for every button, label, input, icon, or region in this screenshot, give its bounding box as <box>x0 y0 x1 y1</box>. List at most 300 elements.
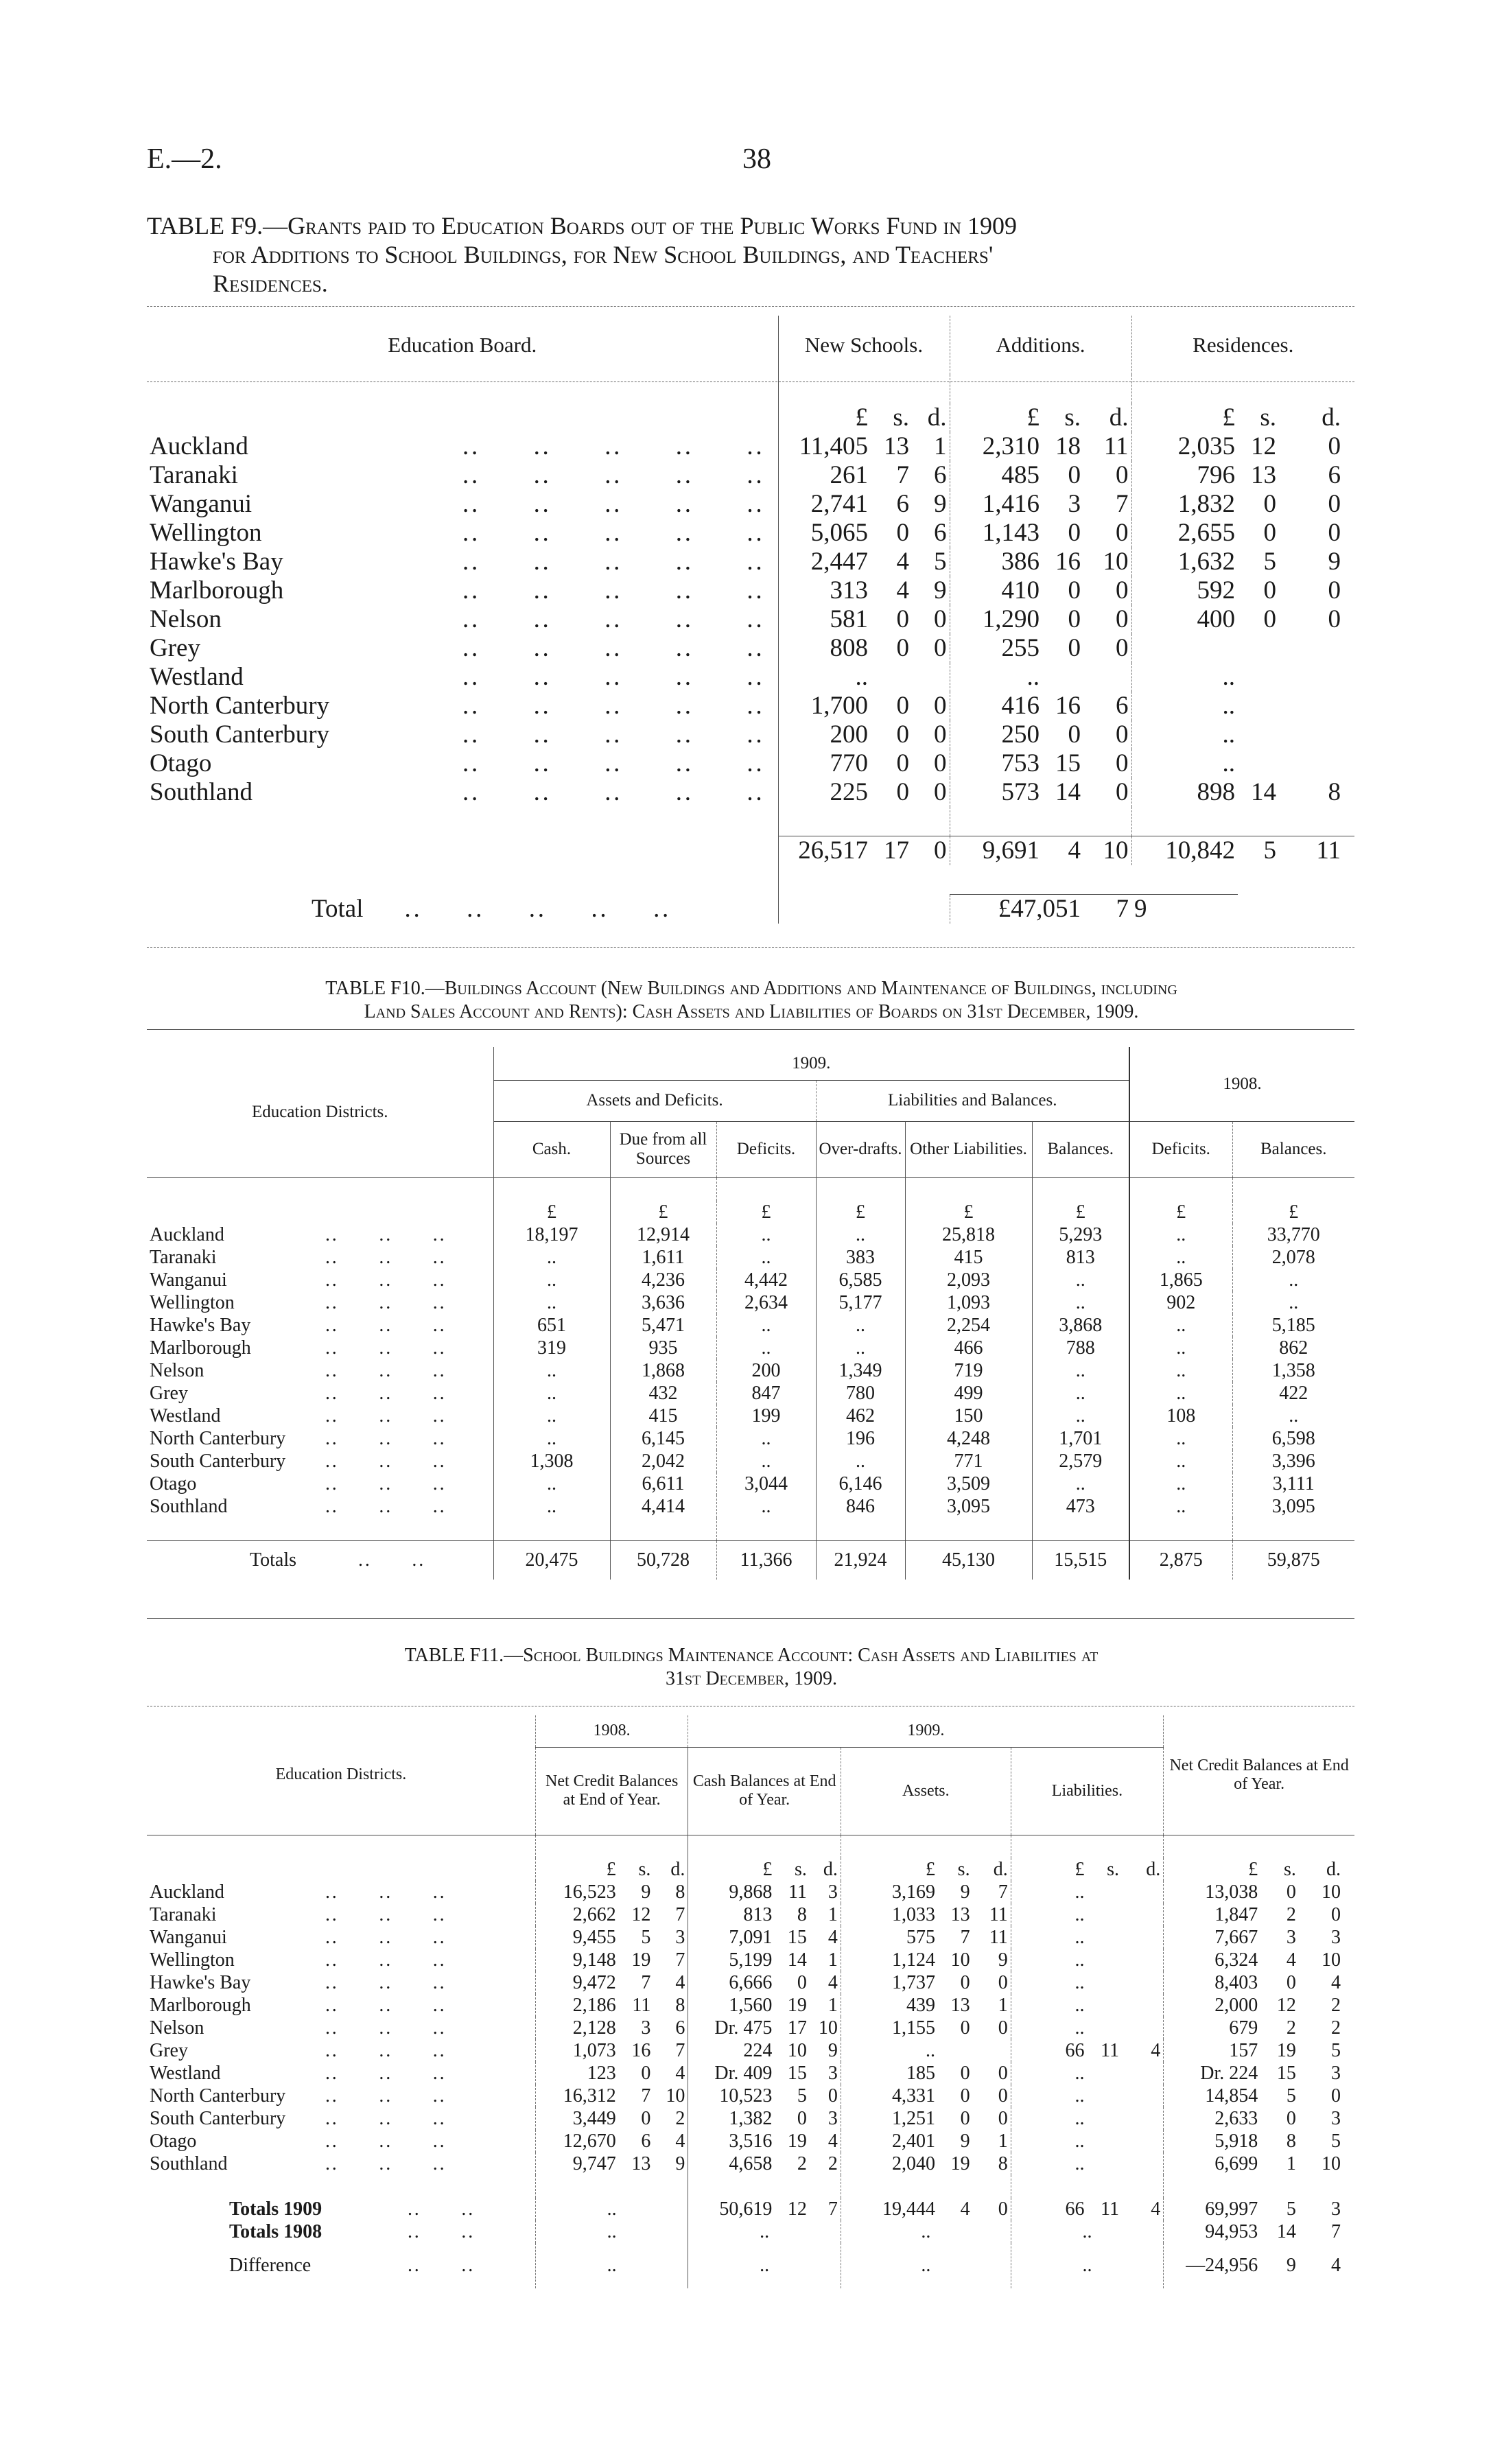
f10-cell: 1,093 <box>905 1291 1032 1314</box>
f10-unit: £ <box>1032 1201 1129 1223</box>
f9-cell: 2,741 <box>778 490 871 519</box>
f10-cell: .. <box>1232 1291 1354 1314</box>
f9-cell: 0 <box>1328 519 1341 547</box>
f11-cell: 5 <box>1331 2130 1341 2152</box>
f11-cell: .. <box>1011 2130 1087 2152</box>
f11-district-name: Marlborough <box>150 1994 251 2016</box>
f11-total-cell: 4 <box>1151 2198 1161 2220</box>
f11-total-cell: 3 <box>1331 2198 1341 2220</box>
f11-unit: d. <box>1326 1858 1341 1880</box>
f11-total-cell: 50,619 <box>688 2198 775 2220</box>
f10-cell: .. <box>493 1246 610 1269</box>
f10-total-cell: 20,475 <box>493 1541 610 1580</box>
f9-cell: 0 <box>1068 519 1081 547</box>
f11-cell: 7 <box>641 1971 651 1993</box>
f10-units-row <box>147 1201 1354 1223</box>
f10-cell: .. <box>1129 1223 1232 1246</box>
f9-cell: 0 <box>934 749 947 777</box>
f10-header-1908: 1908. <box>1129 1047 1354 1121</box>
f11-header-liab: Liabilities. <box>1011 1747 1164 1835</box>
f9-cell: 0 <box>912 836 950 866</box>
f11-cell <box>1087 2152 1122 2175</box>
f9-cell: 0 <box>896 778 909 806</box>
f11-cell: 6 <box>675 2017 685 2039</box>
f9-title-line3: Residences. <box>213 270 328 297</box>
f11-cell: 1 <box>827 1994 838 2016</box>
f11-cell: 4 <box>827 2130 838 2152</box>
f11-row: Marlborough .. .. .. 2,186 11 8 1,560 19 1 439 13 1 .. 2,000 12 2 <box>147 1994 1354 2017</box>
f11-unit: s. <box>1284 1858 1296 1880</box>
f10-totals-label: Totals <box>250 1549 297 1571</box>
f9-cell: 18 <box>1055 432 1081 460</box>
f10-cell: 846 <box>816 1495 905 1518</box>
f9-cell <box>1279 692 1354 720</box>
f10-district-name: South Canterbury <box>150 1450 286 1472</box>
f11-cell: 11 <box>989 1926 1008 1948</box>
f10-cell: .. <box>1032 1269 1129 1291</box>
f11-cell: 0 <box>1286 2107 1296 2129</box>
f11-cell: 6,324 <box>1164 1949 1261 1971</box>
f11-cell: 2 <box>1286 1903 1296 1925</box>
f11-total-cell: 94,953 <box>1164 2220 1261 2243</box>
f11-row: Nelson .. .. .. 2,128 3 6 Dr. 475 17 10 1,155 0 0 .. 679 2 2 <box>147 2017 1354 2039</box>
f11-cell: 0 <box>998 2107 1008 2129</box>
f9-cell: 16 <box>1055 548 1081 576</box>
f9-cell: 581 <box>778 605 871 634</box>
f9-cell: 0 <box>1263 519 1276 547</box>
f9-cell: 0 <box>896 605 909 633</box>
f11-unit: £ <box>1164 1858 1261 1881</box>
f11-cell: .. <box>1011 2017 1087 2039</box>
f10-cell: 5,177 <box>816 1291 905 1314</box>
f9-cell: 485 <box>950 461 1042 490</box>
f11-cell <box>1122 1881 1164 1903</box>
f11-totals1909-label: Totals 1909 <box>229 2198 322 2220</box>
f11-cell: 10 <box>818 2017 838 2039</box>
f11-unit: d. <box>993 1858 1008 1880</box>
f11-cell: 3,169 <box>841 1881 938 1903</box>
f11-cell: 6,666 <box>688 1971 775 1994</box>
f10-row: Otago .. .. .. .. 6,611 3,044 6,146 3,509 .. .. 3,111 <box>147 1472 1354 1495</box>
f9-cell: 0 <box>1328 432 1341 460</box>
f9-cell: 0 <box>934 720 947 749</box>
f11-cell: .. <box>1011 1971 1087 1994</box>
f11-cell: 5,918 <box>1164 2130 1261 2152</box>
f9-cell: .. <box>1131 720 1238 749</box>
f10-cell: 2,093 <box>905 1269 1032 1291</box>
f9-row: Auckland .. .. .. .. .. 11,405 13 1 2,310 18 11 2,035 12 0 <box>147 432 1354 461</box>
f11-cell: 0 <box>998 2017 1008 2039</box>
f11-cell: Dr. 224 <box>1164 2062 1261 2085</box>
f9-cell: 11 <box>1103 432 1129 460</box>
f10-district-name: Marlborough <box>150 1337 251 1359</box>
f10-cell: 3,095 <box>1232 1495 1354 1518</box>
f9-cell: 0 <box>1116 634 1129 662</box>
f11-cell <box>1087 2017 1122 2039</box>
f9-cell: 4 <box>1042 836 1083 866</box>
f11-district-name: Otago <box>150 2130 197 2152</box>
f10-header-deficits: Deficits. <box>716 1121 816 1177</box>
f9-cell: 10 <box>1083 836 1131 866</box>
f11-district-name: Southland <box>150 2152 228 2174</box>
f9-cell: 1,832 <box>1131 490 1238 519</box>
f11-district-name: Nelson <box>150 2017 204 2039</box>
f9-cell: 2,447 <box>778 548 871 576</box>
f9-cell: 8 <box>1328 778 1341 806</box>
f9-title <box>147 211 1354 298</box>
f9-cell: 13 <box>1251 461 1276 489</box>
f11-total-cell: 9 <box>1286 2255 1296 2276</box>
f11-cell: 15 <box>1276 2062 1296 2084</box>
f10-cell: 2,078 <box>1232 1246 1354 1269</box>
f10-cell: 788 <box>1032 1337 1129 1359</box>
f10-cell: 651 <box>493 1314 610 1337</box>
f9-row: Wellington .. .. .. .. .. 5,065 0 6 1,143 0 0 2,655 0 0 <box>147 519 1354 548</box>
f10-cell: 12,914 <box>610 1223 716 1246</box>
f11-cell <box>1122 2107 1164 2130</box>
f11-cell: 8 <box>675 1994 685 2016</box>
f11-cell: 3 <box>1331 1926 1341 1948</box>
f11-cell: 8 <box>797 1903 807 1925</box>
f9-title-line2: for Additions to School Buildings, for New School Buildings, and Teachers' <box>213 241 994 268</box>
f10-cell: 473 <box>1032 1495 1129 1518</box>
f9-cell: 796 <box>1131 461 1238 490</box>
f9-cell: 6 <box>896 490 909 518</box>
f11-cell: 16 <box>631 2039 651 2061</box>
f11-cell: 0 <box>1286 1881 1296 1903</box>
f10-cell: 3,868 <box>1032 1314 1129 1337</box>
f9-cell: 6 <box>1116 692 1129 720</box>
f10-title <box>158 977 1345 1024</box>
f10-row: Taranaki .. .. .. .. 1,611 .. 383 415 813 .. 2,078 <box>147 1246 1354 1269</box>
f9-board-name: Wellington <box>150 519 262 547</box>
f9-cell: 11,405 <box>778 432 871 461</box>
f10-cell: 200 <box>716 1359 816 1382</box>
f11-cell: 439 <box>841 1994 938 2017</box>
f11-row: South Canterbury .. .. .. 3,449 0 2 1,382 0 3 1,251 0 0 .. 2,633 0 3 <box>147 2107 1354 2130</box>
f10-row: Hawke's Bay .. .. .. 651 5,471 .. .. 2,254 3,868 .. 5,185 <box>147 1314 1354 1337</box>
f10-cell: 18,197 <box>493 1223 610 1246</box>
f9-header-new: New Schools. <box>778 316 950 375</box>
f11-cell: 17 <box>787 2017 807 2039</box>
f10-row: Westland .. .. .. .. 415 199 462 150 .. 108 .. <box>147 1405 1354 1427</box>
f11-cell: 0 <box>960 2017 970 2039</box>
f10-header-bal08: Balances. <box>1232 1121 1354 1177</box>
f9-board-name: Grey <box>150 634 200 662</box>
f10-cell: .. <box>493 1495 610 1518</box>
f11-cell: 10 <box>1322 1949 1341 1971</box>
f9-cell: 225 <box>778 778 871 807</box>
f9-total-label: Total <box>312 894 364 923</box>
f11-cell: 5 <box>797 2085 807 2107</box>
f11-cell: 9,148 <box>535 1949 618 1971</box>
f9-board-name: Marlborough <box>150 576 284 605</box>
f11-cell: 2 <box>1331 1994 1341 2016</box>
f11-header-netcredit: Net Credit Balances at End of Year. <box>535 1747 688 1835</box>
f9-total-row: Total .. .. .. .. .. £47,051 7 9 <box>147 895 1354 924</box>
f10-district-name: Auckland <box>150 1223 224 1245</box>
f10-row: Southland .. .. .. .. 4,414 .. 846 3,095 473 .. 3,095 <box>147 1495 1354 1518</box>
f11-cell: 0 <box>960 1971 970 1993</box>
f9-board-name: Taranaki <box>150 461 238 489</box>
f11-cell: 13,038 <box>1164 1881 1261 1903</box>
f9-cell: 1,416 <box>950 490 1042 519</box>
f11-cell: 0 <box>641 2107 651 2129</box>
f10-row: North Canterbury .. .. .. .. 6,145 .. 196 4,248 1,701 .. 6,598 <box>147 1427 1354 1450</box>
f10-header-def08: Deficits. <box>1129 1121 1232 1177</box>
f9-row: Southland .. .. .. .. .. 225 0 0 573 14 0 898 14 8 <box>147 778 1354 807</box>
f10-cell: 4,442 <box>716 1269 816 1291</box>
f11-district-name: Auckland <box>150 1881 224 1903</box>
f11-total-cell: .. <box>688 2243 841 2288</box>
f11-cell: 12 <box>1276 1994 1296 2016</box>
f10-cell: 6,146 <box>816 1472 905 1495</box>
f11-cell: 5 <box>1286 2085 1296 2107</box>
f9-cell: 0 <box>1328 605 1341 633</box>
f11-cell: 2 <box>675 2107 685 2129</box>
f10-cell: 432 <box>610 1382 716 1405</box>
f9-cell: 0 <box>896 749 909 777</box>
f11-cell: 11 <box>989 1903 1008 1925</box>
f11-unit: s. <box>957 1858 970 1880</box>
f10-cell: .. <box>816 1223 905 1246</box>
f11-cell: 575 <box>841 1926 938 1949</box>
f9-cell: 0 <box>896 519 909 547</box>
f9-cell: 0 <box>896 634 909 662</box>
f10-cell: 4,414 <box>610 1495 716 1518</box>
f10-cell: 3,111 <box>1232 1472 1354 1495</box>
f9-board-name: Otago <box>150 749 212 777</box>
f11-cell: 1,033 <box>841 1903 938 1926</box>
f11-cell: 0 <box>998 2085 1008 2107</box>
f9-cell: 1,143 <box>950 519 1042 548</box>
f9-cell: 0 <box>934 634 947 662</box>
f9-cell: .. <box>1131 663 1238 692</box>
f11-cell: 10 <box>950 1949 970 1971</box>
f10-cell: .. <box>1032 1405 1129 1427</box>
f10-cell: 25,818 <box>905 1223 1032 1246</box>
f11-cell: 0 <box>960 2062 970 2084</box>
f11-cell: 7,091 <box>688 1926 775 1949</box>
f9-cell <box>1083 663 1131 692</box>
f9-cell: 12 <box>1251 432 1276 460</box>
f11-header-cashbal: Cash Balances at End of Year. <box>688 1747 841 1835</box>
f9-cell: 14 <box>1055 778 1081 806</box>
f11-cell: 14 <box>787 1949 807 1971</box>
f9-table <box>147 316 1354 924</box>
f11-cell: 3,516 <box>688 2130 775 2152</box>
f11-cell: 9,455 <box>535 1926 618 1949</box>
f9-cell: 808 <box>778 634 871 663</box>
f11-cell: 11 <box>788 1881 807 1903</box>
f11-district-name: South Canterbury <box>150 2107 286 2129</box>
f11-unit: s. <box>1107 1858 1120 1880</box>
f11-cell: 3 <box>675 1926 685 1948</box>
f11-cell: 10 <box>1322 1881 1341 1903</box>
f9-cell: .. <box>778 663 871 692</box>
f10-cell: 1,868 <box>610 1359 716 1382</box>
f9-cell: 13 <box>884 432 909 460</box>
f11-cell: 2 <box>797 2152 807 2174</box>
f11-title-line1: TABLE F11.—School Buildings Maintenance Account: Cash Assets and Liabilities at <box>404 1645 1099 1666</box>
f11-cell <box>1122 2085 1164 2107</box>
f11-units-row <box>147 1858 1354 1881</box>
f11-row: Wanganui .. .. .. 9,455 5 3 7,091 15 4 575 7 11 .. 7,667 3 3 <box>147 1926 1354 1949</box>
f10-cell: 3,509 <box>905 1472 1032 1495</box>
f11-cell: 4,658 <box>688 2152 775 2175</box>
f11-unit: £ <box>688 1858 775 1881</box>
f11-cell <box>1087 1926 1122 1949</box>
f10-table <box>147 1047 1354 1580</box>
page-number: 38 <box>742 143 771 175</box>
f10-cell: 771 <box>905 1450 1032 1472</box>
f9-cell: 200 <box>778 720 871 749</box>
f11-cell: 123 <box>535 2062 618 2085</box>
f11-cell: 2 <box>1286 2017 1296 2039</box>
f10-total-cell: 50,728 <box>610 1541 716 1580</box>
f9-cell: 3 <box>1068 490 1081 518</box>
f10-cell: 2,254 <box>905 1314 1032 1337</box>
f11-cell: 7 <box>675 1903 685 1925</box>
f10-header-balances: Balances. <box>1032 1121 1129 1177</box>
f11-header-netend: Net Credit Balances at End of Year. <box>1164 1715 1354 1835</box>
f11-cell <box>1087 2085 1122 2107</box>
f11-cell: Dr. 409 <box>688 2062 775 2085</box>
f11-cell: 0 <box>960 2085 970 2107</box>
f11-total-cell: .. <box>841 2220 1011 2243</box>
f9-cell: 898 <box>1131 778 1238 807</box>
f11-cell: 0 <box>998 2062 1008 2084</box>
f10-cell: .. <box>493 1359 610 1382</box>
f9-cell <box>1238 663 1279 692</box>
f11-unit: £ <box>535 1858 618 1881</box>
f11-cell: 2,186 <box>535 1994 618 2017</box>
f11-cell: 157 <box>1164 2039 1261 2062</box>
f9-cell: 313 <box>778 576 871 605</box>
f10-cell: 847 <box>716 1382 816 1405</box>
f9-header-res: Residences. <box>1131 316 1354 375</box>
f11-cell: 3,449 <box>535 2107 618 2130</box>
f9-board-name: Nelson <box>150 605 222 633</box>
f9-row: Otago .. .. .. .. .. 770 0 0 753 15 0 .. <box>147 749 1354 778</box>
f11-cell: 679 <box>1164 2017 1261 2039</box>
f11-cell: 7 <box>675 2039 685 2061</box>
f11-cell: 19 <box>1276 2039 1296 2061</box>
f9-cell: 0 <box>1068 605 1081 633</box>
f11-district-name: Hawke's Bay <box>150 1971 251 1993</box>
f10-cell: .. <box>716 1495 816 1518</box>
f11-row: North Canterbury .. .. .. 16,312 7 10 10,523 5 0 4,331 0 0 .. 14,854 5 0 <box>147 2085 1354 2107</box>
f11-cell: 6,699 <box>1164 2152 1261 2175</box>
f11-cell: 1,847 <box>1164 1903 1261 1926</box>
f10-header-1909: 1909. <box>493 1047 1129 1080</box>
f11-cell: 14,854 <box>1164 2085 1261 2107</box>
f11-header-1909: 1909. <box>688 1715 1164 1747</box>
f9-units-row <box>147 403 1354 432</box>
f11-total-cell: 69,997 <box>1164 2198 1261 2220</box>
f11-total-cell: 0 <box>998 2198 1008 2220</box>
f9-cell: 2,655 <box>1131 519 1238 548</box>
f11-cell: 15 <box>787 2062 807 2084</box>
f11-cell: 0 <box>797 1971 807 1993</box>
f10-unit: £ <box>1232 1201 1354 1223</box>
f11-cell: 4 <box>675 2130 685 2152</box>
f9-subtotal-row <box>147 836 1354 866</box>
f11-row: Auckland .. .. .. 16,523 9 8 9,868 11 3 3,169 9 7 .. 13,038 0 10 <box>147 1881 1354 1903</box>
f11-cell: 1,737 <box>841 1971 938 1994</box>
f11-total-cell: .. <box>1011 2243 1164 2288</box>
f11-cell <box>1122 2152 1164 2175</box>
f10-cell: 6,145 <box>610 1427 716 1450</box>
f11-total-cell: .. <box>1011 2220 1164 2243</box>
f11-cell: 0 <box>1286 1971 1296 1993</box>
f10-total-cell: 21,924 <box>816 1541 905 1580</box>
f9-cell: 10 <box>1103 548 1129 576</box>
f9-cell: 17 <box>871 836 912 866</box>
f9-cell: 1,700 <box>778 692 871 720</box>
f9-cell: 2,310 <box>950 432 1042 461</box>
f11-cell: 2,662 <box>535 1903 618 1926</box>
f10-header-cash: Cash. <box>493 1121 610 1177</box>
f9-board-name: South Canterbury <box>150 720 330 749</box>
f11-cell: 0 <box>1331 2085 1341 2107</box>
f9-unit-s: s. <box>1260 403 1276 432</box>
f10-cell: 196 <box>816 1427 905 1450</box>
f10-district-name: Otago <box>150 1472 197 1494</box>
f9-cell: 0 <box>934 692 947 720</box>
f10-district-name: Grey <box>150 1382 188 1404</box>
f11-cell: 8 <box>1286 2130 1296 2152</box>
f11-cell: 4 <box>827 1926 838 1948</box>
f11-cell: 7 <box>960 1926 970 1948</box>
f10-cell: 6,585 <box>816 1269 905 1291</box>
f9-cell: 400 <box>1131 605 1238 634</box>
f10-cell: .. <box>716 1223 816 1246</box>
f11-cell <box>1122 1926 1164 1949</box>
f11-cell <box>1087 2107 1122 2130</box>
f9-cell <box>871 663 912 692</box>
f11-cell: 4 <box>1331 1971 1341 1993</box>
f10-unit: £ <box>816 1201 905 1223</box>
f9-cell: 0 <box>934 605 947 633</box>
f9-cell <box>1279 749 1354 778</box>
f10-cell: 3,396 <box>1232 1450 1354 1472</box>
f11-cell: .. <box>1011 1903 1087 1926</box>
f11-cell: 10 <box>666 2085 685 2107</box>
f10-total-cell: 11,366 <box>716 1541 816 1580</box>
f9-cell <box>1238 634 1279 663</box>
f10-header-due: Due from all Sources <box>610 1121 716 1177</box>
f9-cell: 16 <box>1055 692 1081 720</box>
f9-cell: 0 <box>1116 576 1129 605</box>
f11-cell: 8 <box>675 1881 685 1903</box>
f10-cell: .. <box>1129 1427 1232 1450</box>
f11-cell: 224 <box>688 2039 775 2062</box>
f11-cell <box>1087 1994 1122 2017</box>
f9-board-name: Wanganui <box>150 490 253 518</box>
f10-cell: 466 <box>905 1337 1032 1359</box>
f11-cell: 12,670 <box>535 2130 618 2152</box>
f9-unit-d: d. <box>927 403 947 432</box>
f11-cell: 16,523 <box>535 1881 618 1903</box>
f10-cell: 862 <box>1232 1337 1354 1359</box>
f9-unit-d: d. <box>1322 403 1341 432</box>
f10-cell: .. <box>716 1246 816 1269</box>
f9-cell: 0 <box>934 778 947 806</box>
f10-cell: 5,293 <box>1032 1223 1129 1246</box>
f10-cell: 4,248 <box>905 1427 1032 1450</box>
f11-cell <box>1122 2130 1164 2152</box>
